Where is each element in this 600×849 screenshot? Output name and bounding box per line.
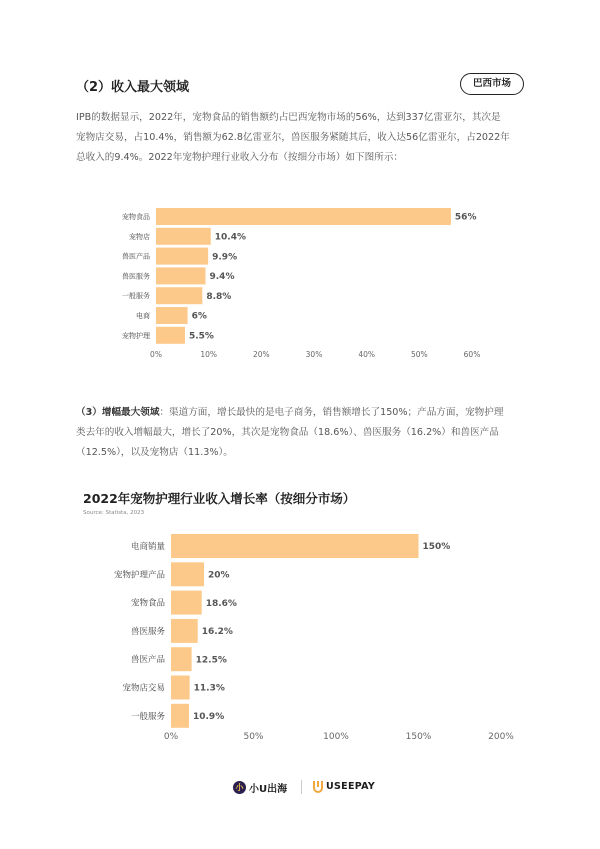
- useepay-logo-icon: [313, 780, 323, 793]
- axis-tick-label: 150%: [405, 732, 432, 742]
- category-label: 电商: [136, 311, 150, 320]
- chart-source: Source: Statista, 2023: [83, 510, 145, 516]
- bar: [156, 287, 202, 304]
- bar: [156, 327, 185, 344]
- value-label: 56%: [454, 212, 477, 223]
- xiaou-logo: [233, 780, 287, 795]
- axis-tick-label: 50%: [410, 350, 428, 359]
- chart-title: 2022年宠物护理行业收入增长率（按细分市场）: [83, 491, 356, 506]
- paragraph-line: 总收入的9.4%。2022年宠物护理行业收入分布（按细分市场）如下图所示：: [76, 152, 404, 163]
- category-label: 宠物护理产品: [113, 570, 165, 581]
- paragraph-line: 宠物店交易，占10.4%，销售额为62.8亿雷亚尔，兽医服务紧随其后，收入达56亿雷亚尔，占2022年: [76, 132, 510, 143]
- value-label: 8.8%: [206, 291, 232, 302]
- axis-tick-label: 30%: [305, 350, 323, 359]
- bar: [171, 647, 192, 671]
- category-label: 电商销量: [130, 541, 165, 552]
- footer-divider: [301, 780, 302, 794]
- paragraph-revenue: [76, 108, 536, 168]
- axis-tick-label: 40%: [358, 350, 376, 359]
- axis-tick-label: 0%: [150, 350, 162, 359]
- category-label: 一般服务: [122, 292, 150, 301]
- footer: [0, 778, 600, 798]
- axis-tick-label: 50%: [243, 732, 264, 742]
- paragraph-line: （12.5%），以及宠物店（11.3%）。: [76, 447, 233, 458]
- category-label: 宠物食品: [130, 598, 165, 609]
- paragraph-line: 类去年的收入增幅最大，增长了20%，其次是宠物食品（18.6%）、兽医服务（16.2%）和兽医产品: [76, 427, 499, 438]
- value-label: 16.2%: [201, 627, 233, 638]
- category-label: 宠物护理: [122, 331, 150, 340]
- bar: [156, 248, 208, 265]
- value-label: 12.5%: [195, 655, 227, 666]
- value-label: 9.4%: [209, 272, 235, 283]
- revenue-distribution-chart: [0, 200, 600, 365]
- bar: [171, 591, 202, 615]
- bar: [171, 534, 419, 558]
- category-label: 兽医服务: [130, 626, 165, 637]
- bar: [156, 307, 188, 324]
- bar: [171, 562, 204, 586]
- useepay-logo: [313, 780, 375, 793]
- bar: [171, 619, 198, 643]
- xiaou-logo-text: 小U出海: [249, 784, 288, 795]
- bar: [171, 676, 190, 700]
- paragraph-heading: （3）增幅最大领域: [76, 407, 160, 418]
- bar: [171, 704, 189, 728]
- bar: [156, 228, 211, 245]
- axis-tick-label: 200%: [488, 732, 514, 742]
- paragraph-text: ：渠道方面，增长最快的是电子商务，销售额增长了150%；产品方面，宠物护理: [159, 407, 504, 418]
- value-label: 10.9%: [192, 711, 225, 722]
- category-label: 兽医服务: [122, 272, 150, 281]
- category-label: 宠物店: [129, 232, 150, 241]
- growth-rate-chart: [0, 485, 600, 750]
- axis-tick-label: 20%: [252, 350, 270, 359]
- xiaou-logo-icon: 小: [233, 781, 246, 794]
- category-label: 宠物食品: [122, 212, 150, 221]
- value-label: 11.3%: [193, 683, 225, 694]
- axis-tick-label: 10%: [200, 350, 218, 359]
- value-label: 20%: [208, 570, 230, 581]
- value-label: 150%: [422, 542, 451, 553]
- paragraph-line: IPB的数据显示，2022年，宠物食品的销售额约占巴西宠物市场的56%，达到337亿雷亚尔，其次是: [76, 112, 501, 123]
- axis-tick-label: 60%: [463, 350, 481, 359]
- value-label: 5.5%: [188, 331, 214, 342]
- paragraph-growth: [76, 403, 536, 463]
- bar: [156, 208, 451, 225]
- useepay-logo-text: USEEPAY: [326, 781, 376, 792]
- section-heading: （2）收入最大领域: [76, 80, 190, 95]
- market-tag: 巴西市场: [460, 73, 524, 95]
- bar: [156, 267, 206, 284]
- value-label: 18.6%: [205, 598, 237, 609]
- value-label: 6%: [191, 311, 207, 322]
- category-label: 兽医产品: [130, 655, 165, 666]
- axis-tick-label: 0%: [163, 732, 179, 742]
- paragraph-line: [76, 403, 536, 423]
- category-label: 一般服务: [130, 711, 165, 722]
- value-label: 9.9%: [212, 252, 238, 263]
- category-label: 宠物店交易: [122, 683, 165, 694]
- axis-tick-label: 100%: [323, 732, 349, 742]
- category-label: 兽医产品: [122, 252, 150, 261]
- value-label: 10.4%: [214, 232, 247, 243]
